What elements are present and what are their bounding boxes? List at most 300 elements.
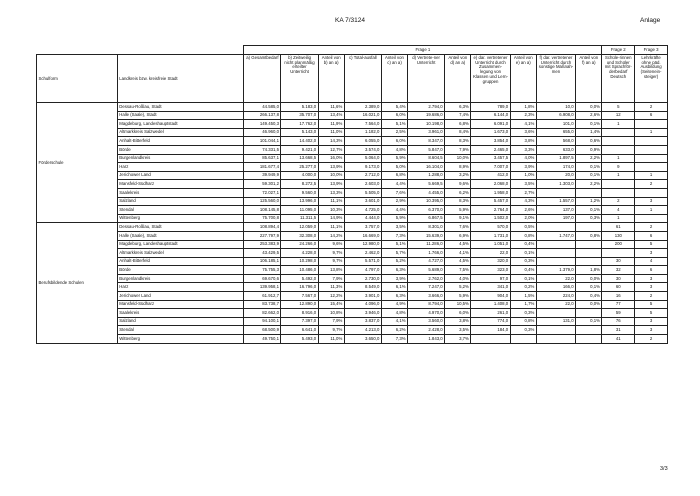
value-cell: 4,1% (445, 249, 471, 258)
count-cell: 3 (635, 197, 668, 206)
value-cell: 6.055,0 (344, 137, 381, 146)
column-header-schulform: Schulform (37, 55, 118, 103)
value-cell: 10.198,0 (408, 120, 445, 129)
value-cell: 4,5% (445, 240, 471, 249)
value-cell: 0,3% (576, 214, 602, 223)
value-cell: 3,9% (510, 163, 536, 172)
value-cell: 4.096,0 (344, 300, 381, 309)
value-cell: 11.286,0 (408, 240, 445, 249)
value-cell: 0,3% (510, 309, 536, 318)
value-cell: 789,0 (471, 103, 510, 112)
value-cell: 11,0% (318, 128, 344, 137)
table-row (37, 231, 668, 240)
value-cell: 2.762,0 (408, 274, 445, 283)
value-cell: 320,0 (471, 257, 510, 266)
count-cell: 200 (602, 240, 635, 249)
value-cell: 94.100,1 (244, 317, 281, 326)
value-cell: 139.958,1 (244, 283, 281, 292)
value-cell (576, 335, 602, 344)
value-cell: 3,2% (445, 171, 471, 180)
table-row (37, 128, 668, 137)
count-cell: 31 (602, 326, 635, 335)
kreis-cell: Salzland (117, 317, 244, 326)
count-cell: 1 (602, 171, 635, 180)
count-cell: 32 (602, 266, 635, 275)
value-cell: 7,6% (381, 188, 407, 197)
value-cell: 3,8% (510, 137, 536, 146)
count-cell: 1 (602, 214, 635, 223)
value-cell: 8.272,5 (281, 180, 318, 189)
value-cell: 2.465,0 (471, 145, 510, 154)
value-cell: 166,0 (536, 283, 575, 292)
value-cell: 2.794,0 (408, 103, 445, 112)
column-header-kreis: Landkreis bzw. kreisfreie Stadt (117, 55, 244, 103)
value-cell: 5,9% (381, 154, 407, 163)
value-cell: 22,0 (536, 274, 575, 283)
count-cell: 6 (635, 231, 668, 240)
value-cell: 10.298,0 (281, 257, 318, 266)
page-number: 3/3 (660, 466, 668, 472)
count-cell: 2 (635, 335, 668, 344)
value-cell: 16.796,0 (281, 283, 318, 292)
kreis-cell: Anhalt-Bitterfeld (117, 137, 244, 146)
value-cell (536, 335, 575, 344)
value-cell: 2.603,0 (344, 180, 381, 189)
value-cell: 5.183,0 (281, 103, 318, 112)
value-cell: 1.843,0 (408, 335, 445, 344)
value-cell: 4,3% (510, 197, 536, 206)
value-cell: 9.560,0 (281, 188, 318, 197)
kreis-cell: Wittenberg (117, 335, 244, 344)
value-cell: 7.247,0 (408, 283, 445, 292)
value-cell: 1.747,0 (536, 231, 575, 240)
value-cell: 4.000,0 (281, 171, 318, 180)
count-cell: 1 (602, 154, 635, 163)
value-cell: 8.347,0 (408, 137, 445, 146)
count-cell: 4 (602, 206, 635, 215)
value-cell: 7,3% (381, 335, 407, 344)
value-cell: 5.493,0 (281, 335, 318, 344)
table-row (37, 120, 668, 129)
value-cell: 0,1% (576, 283, 602, 292)
value-cell: 14,3% (318, 137, 344, 146)
column-header: Anteil von f) an a) (576, 55, 602, 103)
count-cell: 1 (635, 128, 668, 137)
count-cell: 61 (602, 223, 635, 232)
value-cell: 181.677,4 (244, 163, 281, 172)
value-cell: 0,1% (510, 274, 536, 283)
value-cell: 2,3% (510, 111, 536, 120)
value-cell: 1.182,0 (344, 128, 381, 137)
count-cell (635, 163, 668, 172)
value-cell: 224,0 (536, 292, 575, 301)
kreis-cell: Mansfeld-Südharz (117, 300, 244, 309)
value-cell: 3.837,0 (344, 317, 381, 326)
value-cell: 0,5% (510, 223, 536, 232)
value-cell: 13,9% (318, 163, 344, 172)
value-cell: 9.421,0 (281, 145, 318, 154)
count-cell: 130 (602, 231, 635, 240)
value-cell: 5,4% (381, 103, 407, 112)
table-row (37, 180, 668, 189)
value-cell: 5,2% (381, 257, 407, 266)
count-cell (602, 188, 635, 197)
value-cell: 5.143,0 (281, 128, 318, 137)
value-cell: 2.712,0 (344, 171, 381, 180)
kreis-cell: Jerichower Land (117, 171, 244, 180)
value-cell: 7.567,0 (281, 292, 318, 301)
value-cell: 6,8% (381, 171, 407, 180)
value-cell: 11,3% (318, 283, 344, 292)
value-cell: 1.288,0 (408, 171, 445, 180)
kreis-cell: Saalekreis (117, 188, 244, 197)
value-cell: 0,0% (576, 274, 602, 283)
count-cell: 4 (635, 257, 668, 266)
value-cell: 13,8% (318, 266, 344, 275)
value-cell: 0,1% (576, 163, 602, 172)
value-cell: 1,4% (576, 128, 602, 137)
kreis-cell: Salzland (117, 197, 244, 206)
value-cell: 16,0% (318, 154, 344, 163)
value-cell: 7,4% (445, 111, 471, 120)
value-cell: 0,4% (510, 266, 536, 275)
value-cell (576, 309, 602, 318)
value-cell: 1,8% (510, 103, 536, 112)
count-cell: 41 (602, 335, 635, 344)
value-cell: 6,8% (445, 120, 471, 129)
kreis-cell: Altmarkkreis Salzwedel (117, 128, 244, 137)
value-cell: 0,4% (576, 292, 602, 301)
kreis-cell: Dessau-Roßlau, Stadt (117, 223, 244, 232)
count-cell: 2 (602, 197, 635, 206)
column-header: b) Zeitweilig nicht planmäßig erteilter Unterricht (281, 55, 318, 103)
value-cell: 1.502,0 (471, 214, 510, 223)
value-cell: 0,8% (510, 231, 536, 240)
value-cell (576, 240, 602, 249)
value-cell: 5.689,0 (408, 266, 445, 275)
value-cell: 25.277,0 (281, 163, 318, 172)
column-header: d) Vertrete-ner Unterricht (408, 55, 445, 103)
value-cell: 3,7% (445, 335, 471, 344)
count-cell: 3 (635, 317, 668, 326)
group-header-frage1: Frage 1 (244, 46, 602, 55)
value-cell: 253.383,9 (244, 240, 281, 249)
count-cell (635, 120, 668, 129)
value-cell: 10,3% (318, 206, 344, 215)
value-cell: 2,5% (381, 128, 407, 137)
value-cell: 3,5% (445, 326, 471, 335)
value-cell: 197,0 (536, 214, 575, 223)
value-cell: 3.650,0 (344, 335, 381, 344)
value-cell: 101,0 (536, 120, 575, 129)
count-cell: 1 (635, 171, 668, 180)
value-cell (536, 223, 575, 232)
value-cell: 1.408,0 (471, 300, 510, 309)
table-row (37, 197, 668, 206)
value-cell: 1.958,0 (471, 188, 510, 197)
value-cell: 6.091,0 (471, 120, 510, 129)
value-cell: 0,9% (576, 145, 602, 154)
value-cell: 9,6% (445, 180, 471, 189)
value-cell: 3,5% (510, 180, 536, 189)
value-cell: 7,9% (318, 274, 344, 283)
count-cell: 60 (602, 283, 635, 292)
value-cell: 6,3% (381, 292, 407, 301)
value-cell: 0,1% (510, 249, 536, 258)
value-cell: 8.604,5 (408, 154, 445, 163)
value-cell: 0,8% (576, 231, 602, 240)
value-cell: 6,1% (381, 283, 407, 292)
value-cell: 44.585,0 (244, 103, 281, 112)
value-cell: 7,9% (445, 145, 471, 154)
count-cell: 6 (635, 111, 668, 120)
kreis-cell: Börde (117, 145, 244, 154)
value-cell: 7.007,0 (471, 163, 510, 172)
value-cell: 4.797,0 (344, 266, 381, 275)
annex-label: Anlage (640, 17, 661, 24)
count-cell (635, 137, 668, 146)
value-cell: 8,4% (445, 128, 471, 137)
value-cell: 6,3% (381, 266, 407, 275)
value-cell: 97,0 (471, 274, 510, 283)
value-cell: 11,6% (318, 103, 344, 112)
value-cell (576, 223, 602, 232)
table-row (37, 240, 668, 249)
table-body (37, 103, 668, 344)
column-header: Anteil von c) an a) (381, 55, 407, 103)
value-cell: 4.970,0 (408, 309, 445, 318)
value-cell: 16.104,0 (408, 163, 445, 172)
value-cell: 32.308,0 (281, 231, 318, 240)
value-cell: 5.505,0 (344, 188, 381, 197)
value-cell: 61.912,7 (244, 292, 281, 301)
value-cell: 13,3% (318, 188, 344, 197)
value-cell: 1.731,0 (471, 231, 510, 240)
value-cell: 323,0 (471, 266, 510, 275)
count-cell (602, 137, 635, 146)
column-header: Anteil von b) an a) (318, 55, 344, 103)
kreis-cell: Harz (117, 163, 244, 172)
value-cell: 4.455,0 (408, 188, 445, 197)
value-cell: 8.301,0 (408, 223, 445, 232)
value-cell: 3.854,0 (471, 137, 510, 146)
value-cell: 4,1% (510, 120, 536, 129)
value-cell: 7,3% (381, 231, 407, 240)
value-cell: 7.397,0 (281, 317, 318, 326)
count-cell: 9 (602, 163, 635, 172)
kreis-cell: Harz (117, 283, 244, 292)
value-cell: 3.946,0 (344, 309, 381, 318)
value-cell: 7,5% (445, 266, 471, 275)
table-row (37, 206, 668, 215)
kreis-cell: Saalekreis (117, 309, 244, 318)
value-cell: 2,6% (510, 206, 536, 215)
value-cell: 774,0 (471, 317, 510, 326)
count-cell: 6 (635, 266, 668, 275)
table-row (37, 300, 668, 309)
data-table (36, 45, 668, 344)
value-cell: 43.429,5 (244, 249, 281, 258)
count-cell: 1 (602, 120, 635, 129)
table-row (37, 249, 668, 258)
value-cell: 4,5% (445, 257, 471, 266)
group-header-frage3: Frage 3 (635, 46, 668, 55)
value-cell: 6.144,0 (471, 111, 510, 120)
value-cell: 9,6% (318, 240, 344, 249)
value-cell: 0,0% (576, 103, 602, 112)
value-cell: 266.137,8 (244, 111, 281, 120)
value-cell: 8,3% (445, 137, 471, 146)
value-cell: 570,0 (471, 223, 510, 232)
kreis-cell: Altmarkkreis Salzwedel (117, 249, 244, 258)
value-cell: 4,1% (381, 317, 407, 326)
count-cell (602, 145, 635, 154)
kreis-cell: Stendal (117, 206, 244, 215)
count-cell: 3 (635, 274, 668, 283)
column-header: Lehrkräfte ohne päd. Ausbildung (Seitenein-steiger) (635, 55, 668, 103)
value-cell: 8.794,0 (408, 300, 445, 309)
value-cell: 10.395,0 (408, 197, 445, 206)
value-cell: 3.961,0 (408, 128, 445, 137)
value-cell: 3.560,0 (408, 317, 445, 326)
kreis-cell: Wittenberg (117, 214, 244, 223)
value-cell: 3,3% (510, 145, 536, 154)
column-header: c) Total-ausfall (344, 55, 381, 103)
value-cell: 0,0% (576, 300, 602, 309)
value-cell: 5.457,0 (471, 197, 510, 206)
value-cell: 14,2% (318, 231, 344, 240)
value-cell: 74.331,5 (244, 145, 281, 154)
count-cell (635, 214, 668, 223)
value-cell (536, 240, 575, 249)
value-cell: 5,9% (381, 214, 407, 223)
value-cell: 3.601,0 (344, 197, 381, 206)
value-cell: 3.666,0 (408, 292, 445, 301)
value-cell (576, 249, 602, 258)
document-id: KA 7/3124 (335, 17, 365, 24)
value-cell: 0,4% (510, 240, 536, 249)
table-row (37, 335, 668, 344)
value-cell: 108.145,8 (244, 206, 281, 215)
value-cell: 69.670,6 (244, 274, 281, 283)
value-cell: 227.797,9 (244, 231, 281, 240)
count-cell: 5 (602, 103, 635, 112)
value-cell: 2,7% (510, 188, 536, 197)
value-cell: 101.044,1 (244, 137, 281, 146)
value-cell: 11,1% (318, 197, 344, 206)
value-cell: 5,1% (381, 240, 407, 249)
value-cell: 13,9% (318, 180, 344, 189)
kreis-cell: Mansfeld-Südharz (117, 180, 244, 189)
value-cell: 5,9% (445, 206, 471, 215)
value-cell: 39.949,9 (244, 171, 281, 180)
column-header: Anteil von e) an a) (510, 55, 536, 103)
value-cell: 4,8% (381, 145, 407, 154)
value-cell (536, 249, 575, 258)
value-cell: 9.173,0 (344, 163, 381, 172)
value-cell: 568,0 (536, 137, 575, 146)
group-header-frage2: Frage 2 (602, 46, 635, 55)
value-cell (471, 335, 510, 344)
count-cell: 2 (635, 223, 668, 232)
value-cell: 9,7% (318, 257, 344, 266)
value-cell: 35.707,0 (281, 111, 318, 120)
count-cell: 3 (635, 249, 668, 258)
count-cell: 2 (635, 180, 668, 189)
value-cell: 0,6% (576, 137, 602, 146)
value-cell: 904,0 (471, 292, 510, 301)
value-cell: 6,0% (445, 309, 471, 318)
table-row (37, 292, 668, 301)
value-cell: 1.051,0 (471, 240, 510, 249)
value-cell: 13.668,5 (281, 154, 318, 163)
value-cell: 6,0% (381, 111, 407, 120)
value-cell: 72.027,1 (244, 188, 281, 197)
value-cell: 11,9% (318, 120, 344, 129)
table-row (37, 257, 668, 266)
value-cell: 8.549,0 (344, 283, 381, 292)
value-cell: 11,0% (318, 335, 344, 344)
value-cell: 6,9% (445, 231, 471, 240)
value-cell: 5.669,5 (408, 180, 445, 189)
value-cell: 5.571,0 (344, 257, 381, 266)
value-cell: 2,6% (576, 111, 602, 120)
table-row (37, 137, 668, 146)
value-cell: 0,1% (576, 171, 602, 180)
count-cell: 77 (602, 300, 635, 309)
value-cell: 1,0% (510, 171, 536, 180)
value-cell: 3.757,0 (344, 223, 381, 232)
value-cell: 20,0 (536, 171, 575, 180)
kreis-cell: Halle (Saale), Stadt (117, 231, 244, 240)
value-cell: 6,0% (381, 137, 407, 146)
value-cell: 4.444,0 (344, 214, 381, 223)
value-cell: 4.213,0 (344, 326, 381, 335)
table-row (37, 188, 668, 197)
value-cell: 341,0 (471, 283, 510, 292)
value-cell (536, 257, 575, 266)
value-cell (536, 326, 575, 335)
value-cell: 137,0 (536, 206, 575, 215)
value-cell: 2.068,0 (471, 180, 510, 189)
value-cell: 3,8% (445, 317, 471, 326)
value-cell: 4,4% (381, 180, 407, 189)
kreis-cell: Burgenlandkreis (117, 154, 244, 163)
table-row (37, 154, 668, 163)
column-header: Anteil von d) an a) (445, 55, 471, 103)
value-cell: 184,0 (471, 326, 510, 335)
schulform-cell: Berufsbildende Schulen (37, 223, 118, 343)
value-cell: 17.762,0 (281, 120, 318, 129)
value-cell (510, 335, 536, 344)
count-cell: 3 (635, 283, 668, 292)
value-cell: 10,0% (445, 154, 471, 163)
value-cell: 6.867,5 (408, 214, 445, 223)
value-cell: 8.916,0 (281, 309, 318, 318)
table-row (37, 283, 668, 292)
value-cell: 2.428,0 (408, 326, 445, 335)
value-cell: 10,0% (318, 171, 344, 180)
value-cell: 7.564,0 (344, 120, 381, 129)
value-cell: 106.185,1 (244, 257, 281, 266)
value-cell: 24.266,0 (281, 240, 318, 249)
value-cell: 12.059,0 (281, 223, 318, 232)
value-cell: 174,0 (536, 163, 575, 172)
value-cell: 75.700,8 (244, 214, 281, 223)
value-cell: 7,6% (445, 223, 471, 232)
value-cell: 261,0 (471, 309, 510, 318)
value-cell: 0,3% (510, 326, 536, 335)
